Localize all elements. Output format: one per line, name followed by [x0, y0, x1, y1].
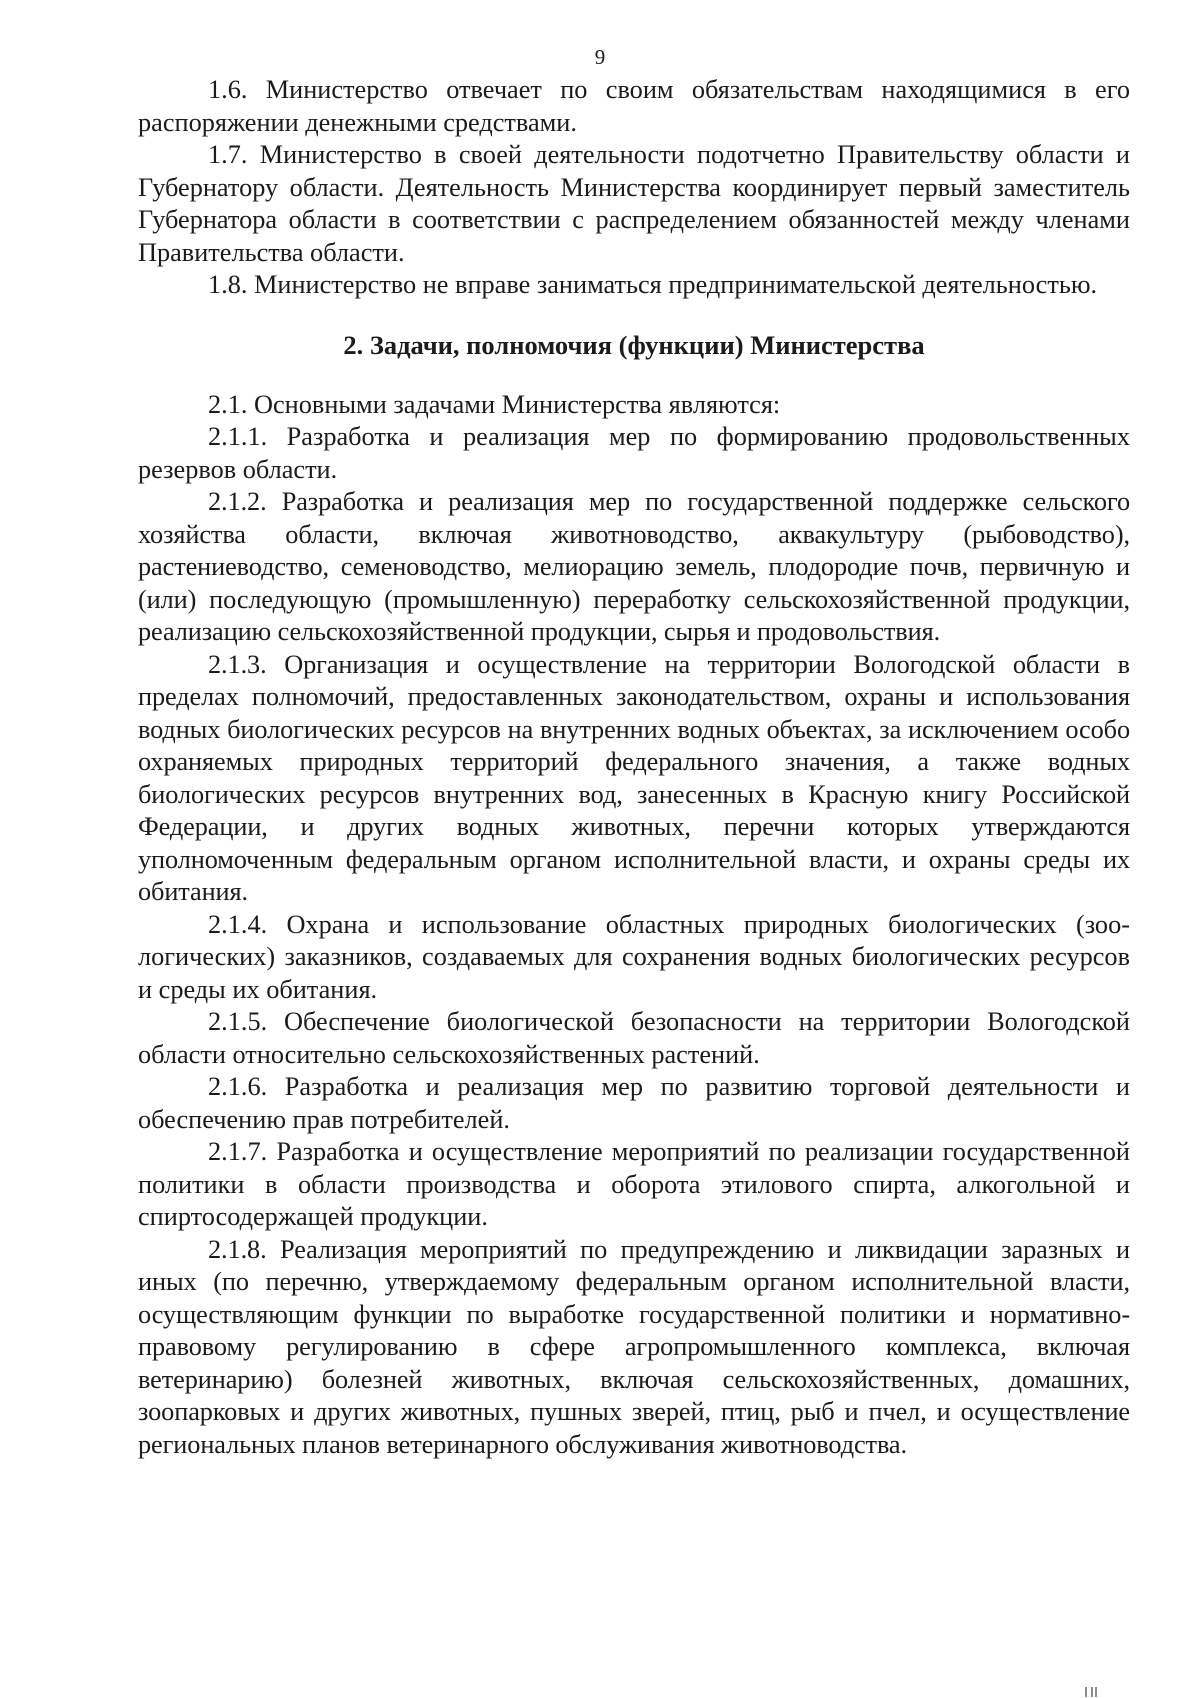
scan-corner-mark: [1082, 1687, 1104, 1697]
paragraph-2-1: 2.1. Основными задачами Министерства являются:: [208, 389, 781, 419]
paragraph-2-1-4: 2.1.4. Охрана и использование областных природных биологических (зоологических) заказников, создаваемых для сохранения водных биологических ресурсов и среды их обитания.: [138, 909, 1130, 1004]
paragraph-2-1-3: 2.1.3. Организация и осуществление на территории Вологодской области в пределах полномочий, предоставленных законодательством, охраны и использования водных биологических ресурсов на внутренних водных объектах, за исключением особо охраняемых природных территорий федерального значения, а также водных биологических ресурсов внутренних вод, занесенных в Красную книгу Российской Федерации, и других водных животных, перечни которых утверждаются уполномоченным федеральным органом исполнительной власти, и охраны среды их обитания.: [138, 649, 1130, 906]
document-body: [138, 74, 1130, 1461]
paragraph-1-8: 1.8. Министерство не вправе заниматься предпринимательской деятельностью.: [208, 270, 1098, 299]
page-number: 9: [594, 45, 606, 69]
paragraph-2-1-2: 2.1.2. Разработка и реализация мер по государственной поддержке сельского хозяйства области, включая животноводство, аквакультуру (рыбоводство), растениеводство, семеноводство, мелиорацию земель, плодородие почв, первичную и (или) последующую (промышленную) переработку сельскохозяйственной продукции, реализацию сельскохозяйственной продукции, сырья и продовольствия.: [138, 487, 1130, 646]
scan-mark-icon: [1082, 1687, 1104, 1697]
paragraph-1-7: 1.7. Министерство в своей деятельности подотчетно Правительству области и Губернатору области. Деятельность Министерства координирует первый заместитель Губернатора области в соответствии с распределением обязанностей между членами Правительства области.: [138, 140, 1130, 267]
paragraph-2-1-8: 2.1.8. Реализация мероприятий по предупреждению и ликвидации заразных и иных (по перечню, утверждаемому федеральным органом исполнительной власти, осуществляющим функции по выработке государственной политики и нормативно-правовому регулированию в сфере агропромышленного комплекса, включая ветеринарию) болезней животных, включая сельскохозяйственных, домашних, зоопарковых и других животных, пушных зверей, птиц, рыб и пчел, и осуществление региональных планов ветеринарного обслуживания животноводства.: [138, 1234, 1130, 1459]
paragraph-2-1-5: 2.1.5. Обеспечение биологической безопасности на территории Вологодской области относительно сельскохозяйственных растений.: [138, 1007, 1130, 1069]
paragraph-2-1-7: 2.1.7. Разработка и осуществление мероприятий по реализации государственной политики в области производства и оборота этилового спирта, алкогольной и спиртосодержащей продукции.: [138, 1137, 1130, 1231]
paragraph-2-1-1: 2.1.1. Разработка и реализация мер по формированию продовольственных резервов области.: [138, 422, 1130, 484]
section-heading: 2. Задачи, полномочия (функции) Министерства: [343, 329, 925, 360]
paragraph-1-6: 1.6. Министерство отвечает по своим обязательствам находящимися в его распоряжении денежными средствами.: [138, 75, 1130, 137]
paragraph-2-1-6: 2.1.6. Разработка и реализация мер по развитию торговой деятельности и обеспечению прав потребителей.: [138, 1072, 1130, 1134]
